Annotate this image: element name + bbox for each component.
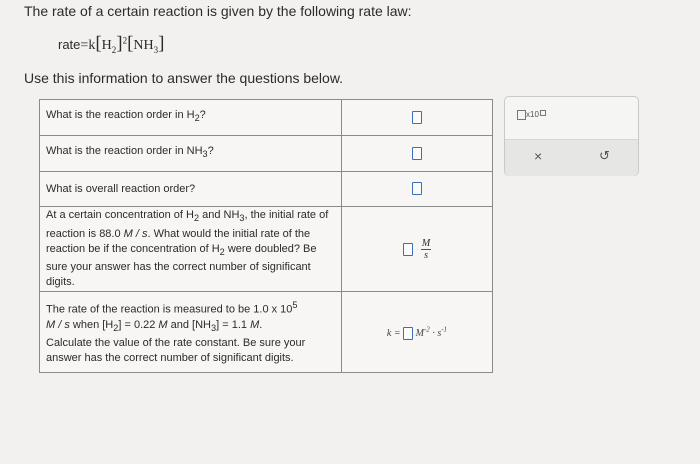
answer-input-new-rate[interactable]	[403, 243, 413, 256]
answer-cell	[342, 207, 493, 292]
clear-icon[interactable]: ×	[534, 148, 543, 164]
tool-actions-bar	[505, 139, 638, 176]
scientific-notation-button[interactable]: x10	[517, 110, 546, 120]
question-text: The rate of the reaction is measured to be 1.0 x $10^5$ M / s when $[H_2] = 0.22$ M and $[NH_3] = 1.1$ M. Calculate the value of the rate constant. Be sure your answer has the correct number of significant digits.	[40, 292, 342, 373]
question-text: What is overall reaction order?	[40, 172, 342, 207]
table-row	[40, 100, 493, 136]
answer-input-h2-order[interactable]	[412, 111, 422, 124]
answer-input-nh3-order[interactable]	[412, 147, 422, 160]
question-text: What is the reaction order in $NH_3$?	[40, 136, 342, 172]
question-text: What is the reaction order in $H_2$?	[40, 100, 342, 136]
rate-label: rate	[58, 37, 81, 52]
rate-constant-expression: $k = M^{-2} \cdot s^{-1}$	[386, 325, 448, 340]
answer-tool-panel	[504, 96, 639, 176]
table-row	[40, 172, 493, 207]
answer-input-overall-order[interactable]	[412, 182, 422, 195]
table-row	[40, 207, 493, 292]
answer-cell	[342, 100, 493, 136]
unit-fraction: $\frac{M}{s}$	[421, 237, 431, 261]
instructions-text: Use this information to answer the questions below.	[24, 70, 344, 86]
question-text: At a certain concentration of $H_2$ and $NH_3$, the initial rate of reaction is 88.0 M / s. What would the initial rate of the reaction be if the concentration of $H_2$ were doubled? Be sure your answer has the correct number of significant digits.	[40, 207, 342, 292]
rate-law-equation: $rate=k[H_2]^2[NH_3]$	[58, 33, 165, 55]
answer-cell	[342, 136, 493, 172]
answer-cell	[342, 292, 493, 373]
undo-icon[interactable]: ↺	[599, 148, 610, 163]
questions-table	[39, 99, 493, 373]
intro-text: The rate of a certain reaction is given by the following rate law:	[24, 3, 412, 19]
table-row	[40, 292, 493, 373]
table-row	[40, 136, 493, 172]
answer-input-rate-constant[interactable]	[403, 327, 413, 340]
answer-cell	[342, 172, 493, 207]
